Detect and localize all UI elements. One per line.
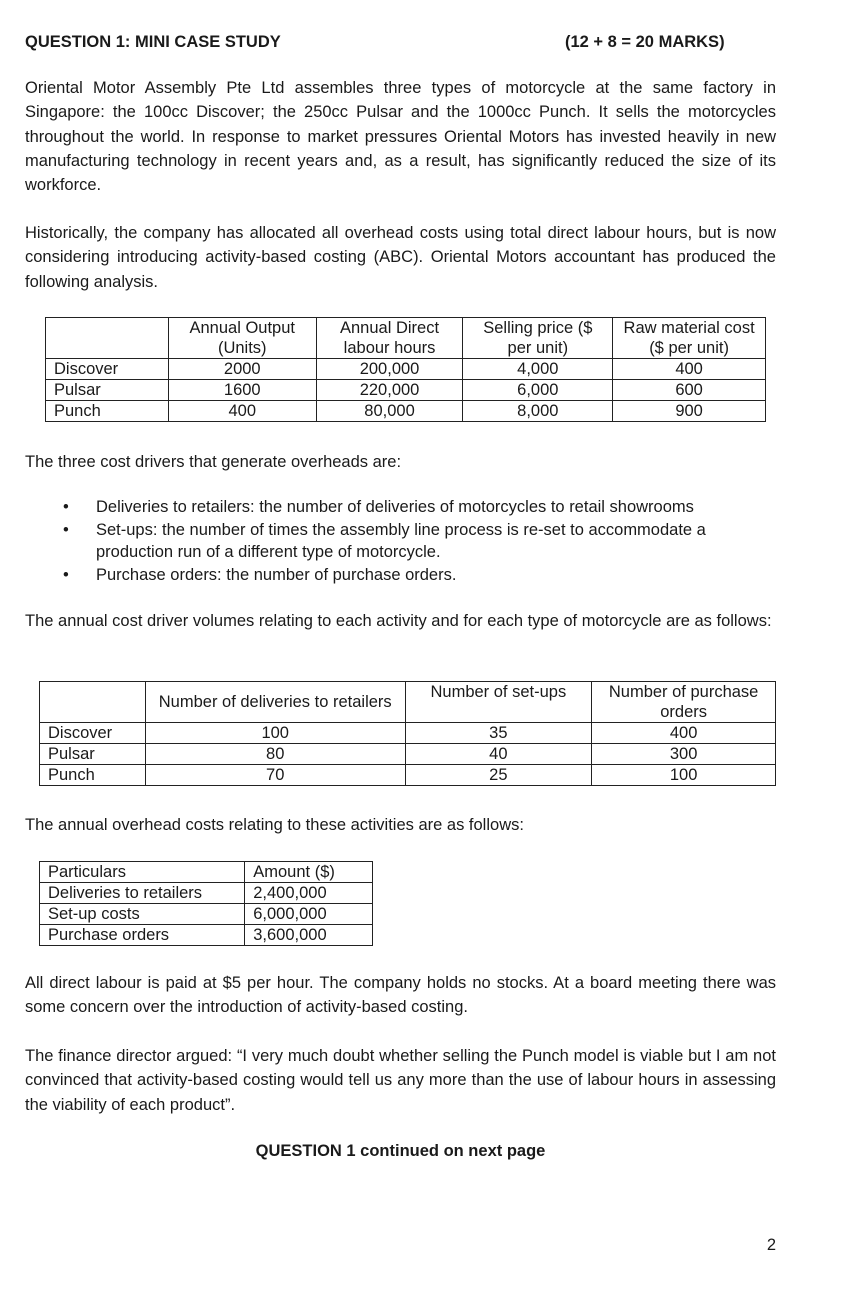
- overheads-intro-paragraph: The annual overhead costs relating to these activities are as follows:: [25, 816, 524, 834]
- question-heading: [25, 33, 776, 52]
- table-cell: 400: [168, 401, 316, 422]
- table-header-cell: Raw material cost ($ per unit): [613, 318, 766, 359]
- director-paragraph: The finance director argued: “I very much doubt whether selling the Punch model is viable but I am not convinced that activity-based costing would tell us any more than the use of labour hours in assessing the viability of each product”.: [25, 1047, 776, 1114]
- bullet-icon: •: [63, 520, 69, 539]
- table-cell: Discover: [40, 723, 146, 744]
- table-cell: 100: [592, 765, 776, 786]
- table-header-row: [46, 318, 766, 359]
- table-header-cell: Particulars: [40, 862, 245, 883]
- table-cell: Discover: [46, 359, 169, 380]
- table-cell: 70: [145, 765, 405, 786]
- question-title: QUESTION 1: MINI CASE STUDY: [25, 33, 281, 51]
- page-number: 2: [766, 1236, 776, 1254]
- table-header-cell: Number of purchase orders: [592, 682, 776, 723]
- table-cell: 900: [613, 401, 766, 422]
- history-paragraph: Historically, the company has allocated all overhead costs using total direct labour hours, but is now considering introducing activity-based costing (ABC). Oriental Motors accountant has produced the following analysis.: [25, 224, 776, 291]
- table-cell: 8,000: [463, 401, 613, 422]
- table-cell: 220,000: [316, 380, 463, 401]
- table-cell: 400: [592, 723, 776, 744]
- table-cell: 300: [592, 744, 776, 765]
- table-header-row: [40, 862, 373, 883]
- table-row: [40, 723, 776, 744]
- table-header-cell: Number of deliveries to retailers: [145, 682, 405, 723]
- continued-notice: QUESTION 1 continued on next page: [255, 1142, 546, 1160]
- table-cell: Set-up costs: [40, 904, 245, 925]
- table-row: [46, 359, 766, 380]
- table-row: [40, 744, 776, 765]
- list-item-text: Deliveries to retailers: the number of deliveries of motorcycles to retail showrooms: [96, 498, 694, 516]
- table-cell: Punch: [46, 401, 169, 422]
- table-header-cell: [40, 682, 146, 723]
- table-cell: 200,000: [316, 359, 463, 380]
- table-cell: 2000: [168, 359, 316, 380]
- table-cell: 1600: [168, 380, 316, 401]
- table-cell: 25: [405, 765, 592, 786]
- table-row: [46, 380, 766, 401]
- table-cell: 3,600,000: [245, 925, 373, 946]
- table-cell: 6,000,000: [245, 904, 373, 925]
- table-header-row: [40, 682, 776, 723]
- table-cell: 4,000: [463, 359, 613, 380]
- list-item: [25, 496, 776, 519]
- table-header-cell: Selling price ($ per unit): [463, 318, 613, 359]
- volumes-intro-paragraph: The annual cost driver volumes relating to each activity and for each type of motorcycle are as follows:: [25, 612, 772, 630]
- table-cell: 100: [145, 723, 405, 744]
- table-header-cell: [46, 318, 169, 359]
- table-cell: Purchase orders: [40, 925, 245, 946]
- table-cell: 2,400,000: [245, 883, 373, 904]
- table-cell: 400: [613, 359, 766, 380]
- question-marks: (12 + 8 = 20 MARKS): [565, 33, 725, 51]
- table-cell: 6,000: [463, 380, 613, 401]
- table-cell: 40: [405, 744, 592, 765]
- table-cell: Punch: [40, 765, 146, 786]
- table-cell: Pulsar: [46, 380, 169, 401]
- table-cell: 80: [145, 744, 405, 765]
- table-cell: Deliveries to retailers: [40, 883, 245, 904]
- cost-driver-list: [25, 496, 776, 586]
- table-header-cell: Annual Output (Units): [168, 318, 316, 359]
- table-header-cell: Amount ($): [245, 862, 373, 883]
- list-item: [25, 519, 776, 564]
- labour-paragraph: All direct labour is paid at $5 per hour. The company holds no stocks. At a board meeting there was some concern over the introduction of activity-based costing.: [25, 974, 776, 1017]
- table-row: [40, 925, 373, 946]
- table-header-cell: Annual Direct labour hours: [316, 318, 463, 359]
- table-cell: Pulsar: [40, 744, 146, 765]
- intro-paragraph: Oriental Motor Assembly Pte Ltd assembles three types of motorcycle at the same factory in Singapore: the 100cc Discover; the 250cc Pulsar and the 1000cc Punch. It sells the motorcycles throughout the world. In response to market pressures Oriental Motors has invested heavily in new manufacturing technology in recent years and, as a result, has significantly reduced the size of its workforce.: [25, 79, 776, 195]
- table-cell: 80,000: [316, 401, 463, 422]
- list-item: [25, 564, 776, 587]
- list-item-text: Purchase orders: the number of purchase orders.: [96, 565, 457, 584]
- bullet-icon: •: [63, 498, 69, 516]
- cost-driver-table: [39, 681, 776, 786]
- production-table: [45, 317, 766, 422]
- list-item-text: Set-ups: the number of times the assembly line process is re-set to accommodate a production run of a different type of motorcycle.: [96, 520, 706, 561]
- table-row: [40, 883, 373, 904]
- table-cell: 600: [613, 380, 766, 401]
- table-row: [40, 765, 776, 786]
- table-cell: 35: [405, 723, 592, 744]
- table-row: [46, 401, 766, 422]
- drivers-intro-paragraph: The three cost drivers that generate overheads are:: [25, 453, 402, 471]
- table-header-cell: Number of set-ups: [405, 682, 592, 723]
- overhead-costs-table: [39, 861, 373, 946]
- table-row: [40, 904, 373, 925]
- bullet-icon: •: [63, 565, 69, 584]
